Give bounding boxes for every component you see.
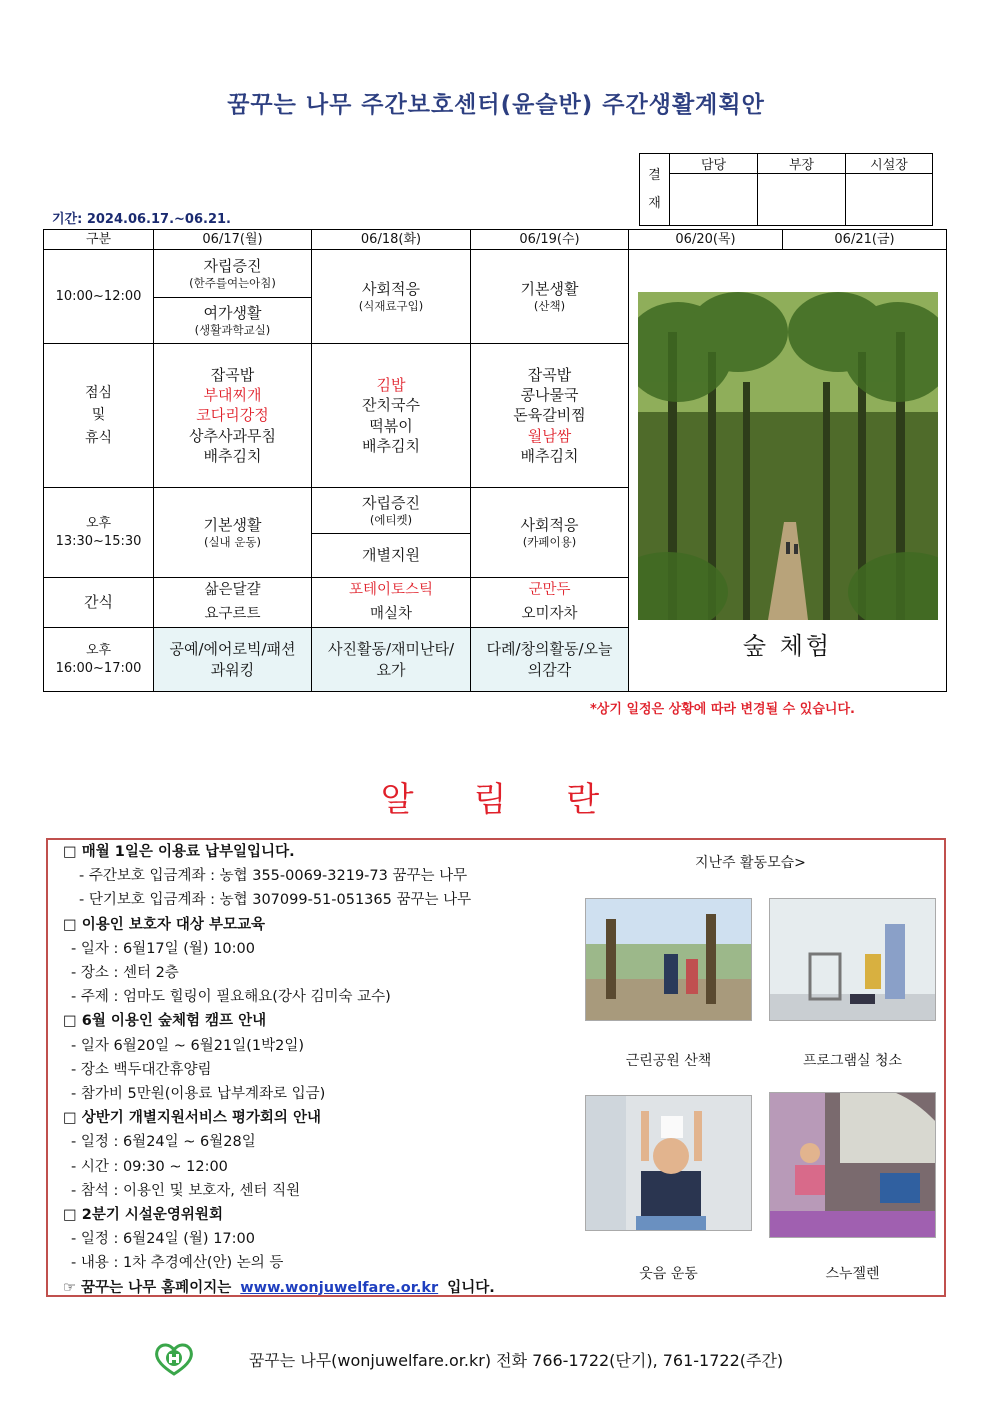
- gallery-heading: 지난주 활동모습>: [695, 855, 806, 871]
- notice-line: - 일자 6월20일 ~ 6월21일(1박2일): [71, 1037, 304, 1054]
- photo-laugh-exercise: [585, 1095, 752, 1231]
- photo-snoezelen: [769, 1092, 936, 1238]
- snack-label: 간식: [44, 578, 154, 628]
- approval-col-staff: 담당: [670, 154, 758, 174]
- page-title: 꿈꾸는 나무 주간보호센터(윤슬반) 주간생활계획안: [227, 92, 765, 118]
- footer-contact: 꿈꾸는 나무(wonjuwelfare.or.kr) 전화 766-1722(단기), 761-1722(주간): [248, 1351, 784, 1370]
- homepage-line: ☞ 꿈꾸는 나무 홈페이지는 www.wonjuwelfare.or.kr 입니다.: [63, 1279, 495, 1296]
- photo-park-walk: [585, 898, 752, 1021]
- schedule-header-row: [44, 230, 947, 250]
- afternoon-wed: 사회적응 (카페이용): [471, 488, 629, 578]
- approval-sign-director: [846, 174, 933, 226]
- approval-sign-manager: [758, 174, 846, 226]
- late-wed: 다례/창의활동/오늘의감각: [471, 628, 629, 692]
- notice-line: □ 2분기 시설운영위원회: [63, 1207, 223, 1224]
- forest-cell: [629, 250, 947, 692]
- period: 기간: 2024.06.17.~06.21.: [52, 212, 231, 227]
- caption-snoezelen: 스누젤렌: [825, 1266, 880, 1282]
- notice-line: □ 6월 이용인 숲체험 캠프 안내: [63, 1013, 267, 1030]
- header-wed: 06/19(수): [471, 230, 629, 250]
- caption-park-walk: 근린공원 산책: [625, 1053, 712, 1069]
- morning-time: 10:00~12:00: [44, 250, 154, 344]
- morning-wed: 기본생활 (산책): [471, 250, 629, 344]
- notice-line: - 장소 : 센터 2층: [71, 965, 179, 982]
- approval-col-director: 시설장: [846, 154, 933, 174]
- afternoon-tue-1: 자립증진 (에티켓): [312, 488, 471, 534]
- header-thu: 06/20(목): [629, 230, 783, 250]
- snack-wed: 군만두 오미자차: [471, 578, 629, 628]
- homepage-link[interactable]: www.wonjuwelfare.or.kr: [240, 1279, 439, 1296]
- notice-line: - 시간 : 09:30 ~ 12:00: [71, 1158, 228, 1175]
- snack-tue: 포테이토스틱 매실차: [312, 578, 471, 628]
- notice-line: - 일자 : 6월17일 (월) 10:00: [71, 940, 255, 957]
- lunch-label: 점심 및 휴식: [44, 344, 154, 488]
- caption-room-cleaning: 프로그램실 청소: [802, 1053, 903, 1069]
- header-fri: 06/21(금): [783, 230, 947, 250]
- notice-line: - 내용 : 1차 추경예산(안) 논의 등: [71, 1255, 284, 1272]
- header-category: 구분: [44, 230, 154, 250]
- morning-mon-1: 자립증진 (한주를여는아침): [154, 250, 312, 298]
- schedule-table: [43, 229, 947, 692]
- photo-room-cleaning: [769, 898, 936, 1021]
- approval-table: [639, 153, 933, 226]
- notice-line: - 주간보호 입금계좌 : 농협 355-0069-3219-73 꿈꾸는 나무: [79, 868, 468, 885]
- header-tue: 06/18(화): [312, 230, 471, 250]
- change-note: *상기 일정은 상황에 따라 변경될 수 있습니다.: [590, 702, 855, 717]
- notice-line: - 일정 : 6월24일 (월) 17:00: [71, 1231, 255, 1248]
- afternoon-tue-2: 개별지원: [312, 534, 471, 578]
- forest-photo: [638, 292, 938, 620]
- lunch-wed: 잡곡밥 콩나물국 돈육갈비찜 월남쌈 배추김치: [471, 344, 629, 488]
- lunch-tue: 김밥 잔치국수 떡볶이 배추김치: [312, 344, 471, 488]
- late-mon: 공예/에어로빅/패션과워킹: [154, 628, 312, 692]
- notice-line: - 주제 : 엄마도 힐링이 필요해요(강사 김미숙 교수): [71, 989, 391, 1006]
- approval-col-manager: 부장: [758, 154, 846, 174]
- notice-lines: [63, 840, 495, 1300]
- afternoon-time: 오후 13:30~15:30: [44, 488, 154, 578]
- lunch-mon: 잡곡밥 부대찌개 코다리강정 상추사과무침 배추김치: [154, 344, 312, 488]
- notice-line: - 단기보호 입금계좌 : 농협 307099-51-051365 꿈꾸는 나무: [79, 892, 472, 909]
- caption-laugh-exercise: 웃음 운동: [639, 1266, 698, 1282]
- notice-line: □ 매월 1일은 이용료 납부일입니다.: [63, 844, 295, 860]
- notice-heading: 알림란: [380, 780, 660, 820]
- forest-caption: 숲 체험: [742, 632, 833, 660]
- notice-line: - 일정 : 6월24일 ~ 6월28일: [71, 1134, 256, 1151]
- late-time: 오후 16:00~17:00: [44, 628, 154, 692]
- notice-line: - 참석 : 이용인 및 보호자, 센터 직원: [71, 1182, 301, 1199]
- afternoon-mon: 기본생활 (실내 운동): [154, 488, 312, 578]
- notice-line: - 장소 백두대간휴양림: [71, 1061, 212, 1078]
- notice-line: □ 이용인 보호자 대상 부모교육: [63, 916, 265, 933]
- approval-label: 결 재: [640, 154, 670, 226]
- morning-tue: 사회적응 (식재료구입): [312, 250, 471, 344]
- morning-mon-2: 여가생활 (생활과학교실): [154, 298, 312, 344]
- notice-line: - 참가비 5만원(이용료 납부계좌로 입금): [71, 1086, 326, 1103]
- approval-sign-staff: [670, 174, 758, 226]
- late-tue: 사진활동/재미난타/요가: [312, 628, 471, 692]
- header-mon: 06/17(월): [154, 230, 312, 250]
- notice-line: □ 상반기 개별지원서비스 평가회의 안내: [63, 1110, 322, 1127]
- snack-mon: 삶은달걀 요구르트: [154, 578, 312, 628]
